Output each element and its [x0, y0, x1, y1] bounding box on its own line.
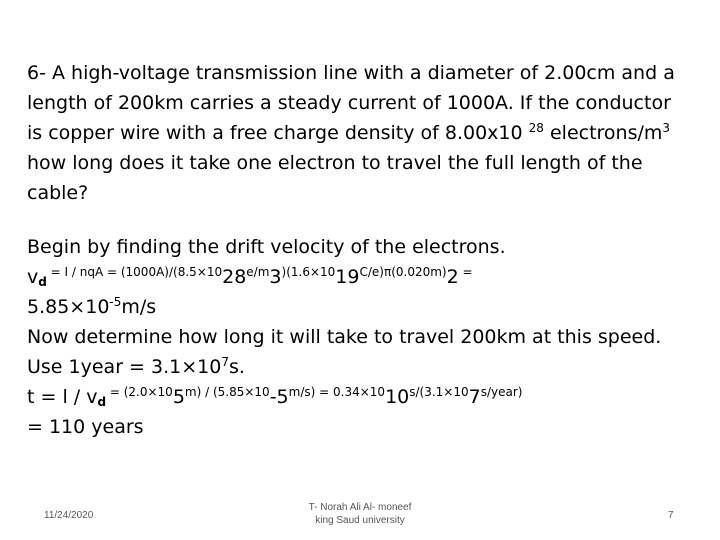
footer-author	[280, 501, 440, 527]
text-line: Use 1year = $3.1\times 10^7s$.	[27, 355, 245, 378]
text-line: 6- A high-voltage transmission line with a diameter of 2.00cm and a	[27, 62, 675, 84]
footer-date: 11/24/2020	[44, 510, 94, 521]
text-line: $5.85\times 10^{-5}m/s$	[27, 295, 157, 318]
text-line: $v_d$ $^{= I / nqA = (1000A)/(8.5\times 10}28^{e/m}3^{)(1.6\times 10}19^{C/e)\pi(0.020m)}2$ =	[27, 265, 473, 289]
solution-text	[27, 232, 697, 442]
footer-author-name: T- Norah Ali Al- moneef	[308, 502, 412, 513]
text-line: = 110 years	[27, 416, 144, 438]
text-line: length of 200km carries a steady current of 1000A. If the conductor	[27, 92, 671, 114]
text-line: Now determine how long it will take to travel 200km at this speed.	[27, 326, 662, 348]
footer-page-number: 7	[668, 510, 674, 521]
question-text	[27, 58, 697, 208]
text-line: Begin by finding the drift velocity of the electrons.	[27, 236, 506, 258]
text-line: how long does it take one electron to travel the full length of the	[27, 152, 643, 174]
text-line: is copper wire with a free charge density of 8.00x10 $^{28}$ electrons/$m^3$	[27, 121, 671, 144]
text-line: cable?	[27, 182, 89, 204]
footer-author-university: king Saud university	[315, 515, 405, 526]
text-line: $t = l / v_d$ $^{= (2.0\times 10}5^{m) / (5.85\times 10}-5^{m/s) = 0.34\times 10}10^{s/(3.1\times 10}7^{s/year)}$	[27, 385, 523, 409]
